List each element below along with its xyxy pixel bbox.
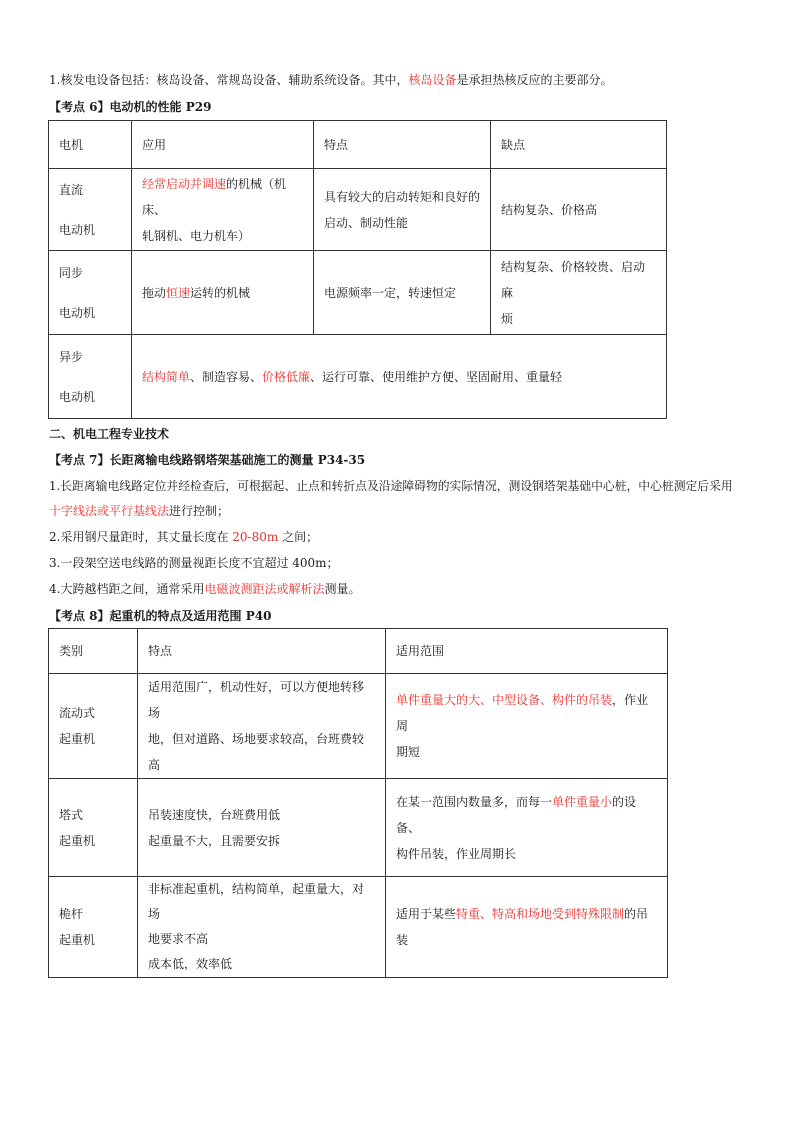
dc-app-red: 经常启动并调速 [142,176,227,191]
async-mid-1: 、制造容易、 [190,369,263,384]
dc-name-2: 电动机 [59,222,96,237]
mobile-feature-2: 地，但对道路、场地要求较高，台班费较高 [148,732,365,772]
header-application: 应用 [132,121,314,169]
kp7-item2-post: 之间； [278,530,319,544]
intro-line [49,71,612,89]
dc-feature-2: 启动、制动性能 [324,215,409,230]
kp7-item4-red: 电磁波测距法或解析法 [204,582,325,596]
sync-app-red: 恒速 [166,285,191,300]
mobile-feature [138,674,386,779]
tower-scope-red: 单件重量小 [552,794,613,809]
section-2-heading: 二、机电工程专业技术 [49,427,170,441]
mast-name [49,877,138,978]
async-name [49,335,132,419]
tower-name-2: 起重机 [59,833,96,848]
tower-scope [386,779,668,877]
header-category: 类别 [49,629,138,674]
tower-scope-post: 的设备、 [396,794,637,835]
header-crane-features: 特点 [138,629,386,674]
tower-scope-pre: 在某一范围内数量多，而每一 [396,794,553,809]
sync-defect-1: 结构复杂、价格较贵、启动麻 [501,259,646,300]
row-mobile-crane [49,674,668,779]
dc-feature [314,169,491,251]
sync-name-1: 同步 [59,265,84,280]
header-motor: 电机 [49,121,132,169]
row-async-motor [49,335,667,419]
kp7-item1-red: 十字线法或平行基线法 [49,504,170,518]
dc-feature-1: 具有较大的启动转矩和良好的 [324,189,481,204]
tower-name-1: 塔式 [59,807,84,822]
mast-feature-2: 地要求不高 [148,932,209,946]
dc-name [49,169,132,251]
kp7-item4-post: 测量。 [324,582,361,596]
mobile-name [49,674,138,779]
mast-scope-red: 特重、特高和场地受到特殊限制 [456,907,625,921]
mobile-scope-rest: ，作业周 [396,693,649,733]
mobile-name-2: 起重机 [59,732,96,746]
header-defects: 缺点 [491,121,667,169]
sync-defect [491,251,667,335]
mast-scope-pre: 适用于某些 [396,907,457,921]
tower-name [49,779,138,877]
async-rest: 、运行可靠、使用维护方便、坚固耐用、重量轻 [310,369,563,384]
motor-table [48,120,667,419]
async-red-1: 结构简单 [142,369,191,384]
mobile-feature-1: 适用范围广，机动性好，可以方便地转移场 [148,680,365,720]
row-tower-crane [49,779,668,877]
kp7-item4 [49,580,360,598]
kp7-item2-red: 20-80m [232,530,279,544]
mobile-scope-line2: 期短 [396,745,421,759]
header-features: 特点 [314,121,491,169]
row-sync-motor [49,251,667,335]
tower-feature-2: 起重量不大，且需要安拆 [148,833,281,848]
dc-name-1: 直流 [59,182,84,197]
kp6-heading: 【考点 6】电动机的性能 P29 [49,100,212,114]
sync-app-post: 运转的机械 [190,285,251,300]
kp8-heading: 【考点 8】起重机的特点及适用范围 P40 [49,609,272,623]
async-description [132,335,667,419]
intro-prefix: 1.核发电设备包括：核岛设备、常规岛设备、辅助系统设备。其中， [49,73,409,87]
crane-table-header [49,629,668,674]
kp7-item2-pre: 2.采用钢尺量距时，其丈量长度在 [49,530,233,544]
mast-scope-post: 的吊装 [396,907,649,947]
sync-name-2: 电动机 [59,305,96,320]
sync-name [49,251,132,335]
kp7-item4-pre: 4.大跨越档距之间，通常采用 [49,582,205,596]
async-name-2: 电动机 [59,389,96,404]
row-mast-crane [49,877,668,978]
tower-scope-line2: 构件吊装，作业周期长 [396,846,517,861]
mast-name-2: 起重机 [59,933,96,947]
kp7-item1-line2 [49,502,229,520]
async-red-2: 价格低廉 [262,369,311,384]
mobile-scope-red: 单件重量大的大、中型设备、构件的吊装 [396,693,613,707]
mast-feature-3: 成本低，效率低 [148,957,233,971]
tower-feature [138,779,386,877]
dc-app-line2: 轧钢机、电力机车） [142,228,251,243]
sync-application [132,251,314,335]
kp7-item2 [49,528,318,546]
mobile-name-1: 流动式 [59,706,96,720]
row-dc-motor [49,169,667,251]
kp7-item1-line1: 1.长距离输电线路定位并经检查后，可根据起、止点和转折点及沿途障碍物的实际情况，测设钢塔架基础中心桩，中心桩测定后采用 [49,479,733,493]
sync-app-pre: 拖动 [142,285,167,300]
sync-defect-2: 烦 [501,311,514,326]
dc-app-rest: 的机械（机床、 [142,176,287,217]
dc-defect: 结构复杂、价格高 [491,169,667,251]
mobile-scope [386,674,668,779]
mast-feature-1: 非标准起重机，结构简单，起重量大，对场 [148,882,365,921]
intro-suffix: 是承担热核反应的主要部分。 [456,73,613,87]
kp7-item3: 3.一段架空送电线路的测量视距长度不宜超过 400m； [49,556,339,570]
async-name-1: 异步 [59,349,84,364]
mast-name-1: 桅杆 [59,907,84,921]
crane-table [48,628,668,978]
mast-feature [138,877,386,978]
intro-highlight: 核岛设备 [408,73,457,87]
tower-feature-1: 吊装速度快，台班费用低 [148,807,281,822]
mast-scope [386,877,668,978]
dc-application [132,169,314,251]
header-scope: 适用范围 [386,629,668,674]
sync-feature: 电源频率一定，转速恒定 [314,251,491,335]
motor-table-header [49,121,667,169]
kp7-heading: 【考点 7】长距离输电线路钢塔架基础施工的测量 P34-35 [49,453,366,467]
kp7-item1-tail: 进行控制； [169,504,230,518]
